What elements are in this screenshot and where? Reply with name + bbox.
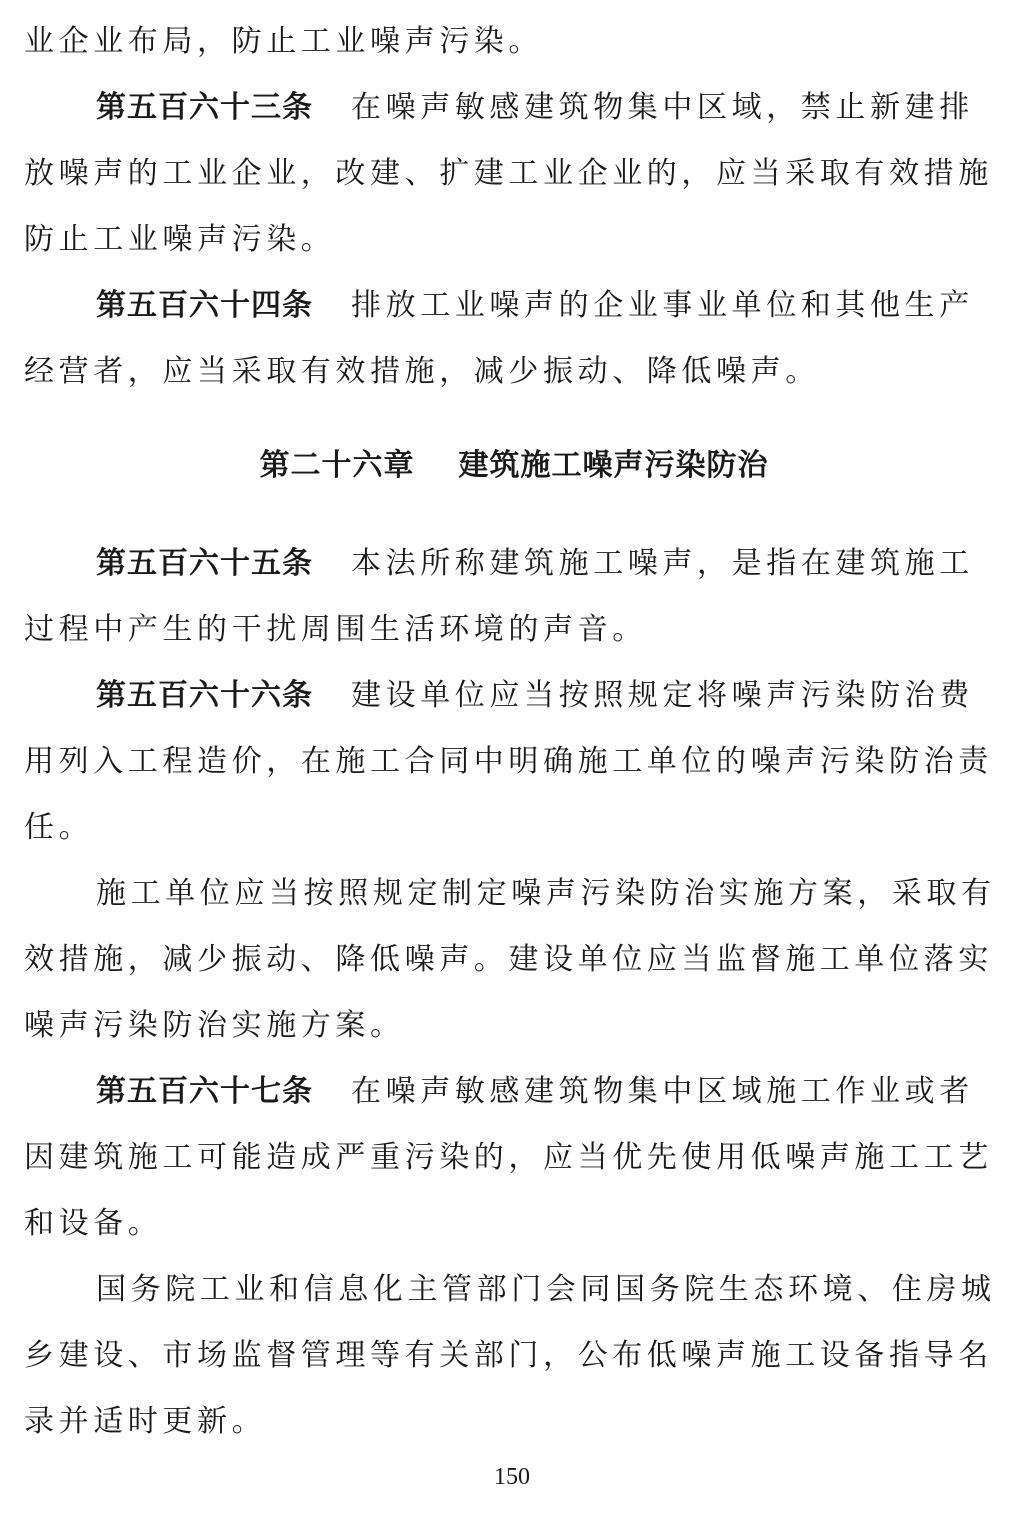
text-line: 和设备。 <box>24 1206 163 1241</box>
article-number: 第五百六十三条 <box>96 90 313 125</box>
article-text: 在噪声敏感建筑物集中区域施工作业或者 <box>351 1074 974 1109</box>
article-text: 在噪声敏感建筑物集中区域，禁止新建排 <box>351 90 974 125</box>
page-number: 150 <box>494 1464 530 1490</box>
article-number: 第五百六十四条 <box>96 288 313 323</box>
article-number: 第五百六十六条 <box>96 678 313 713</box>
article-567-line <box>96 1072 1004 1112</box>
text-line: 施工单位应当按照规定制定噪声污染防治实施方案，采取有 <box>96 876 996 911</box>
article-565-line <box>96 544 1004 584</box>
article-563-line <box>96 88 1004 128</box>
text-line: 噪声污染防治实施方案。 <box>24 1008 405 1043</box>
text-line: 录并适时更新。 <box>24 1404 267 1439</box>
article-564-line <box>96 286 1004 326</box>
text-line: 经营者，应当采取有效措施，减少振动、降低噪声。 <box>24 354 820 389</box>
article-text: 本法所称建筑施工噪声，是指在建筑施工 <box>351 546 974 581</box>
article-number: 第五百六十五条 <box>96 546 313 581</box>
article-number: 第五百六十七条 <box>96 1074 313 1109</box>
article-text: 建设单位应当按照规定将噪声污染防治费 <box>351 678 974 713</box>
text-line: 因建筑施工可能造成严重污染的，应当优先使用低噪声施工工艺 <box>24 1140 993 1175</box>
text-line: 过程中产生的干扰周围生活环境的声音。 <box>24 612 647 647</box>
text-line: 任。 <box>24 810 94 845</box>
text-line: 国务院工业和信息化主管部门会同国务院生态环境、住房城 <box>96 1272 996 1307</box>
chapter-title: 建筑施工噪声污染防治 <box>458 448 769 483</box>
text-line: 防止工业噪声污染。 <box>24 222 336 257</box>
chapter-heading <box>24 446 1004 486</box>
text-line: 业企业布局，防止工业噪声污染。 <box>24 24 543 59</box>
text-line: 用列入工程造价，在施工合同中明确施工单位的噪声污染防治责 <box>24 744 993 779</box>
text-line: 放噪声的工业企业，改建、扩建工业企业的，应当采取有效措施 <box>24 156 993 191</box>
text-line: 乡建设、市场监督管理等有关部门，公布低噪声施工设备指导名 <box>24 1338 993 1373</box>
article-566-line <box>96 676 1004 716</box>
article-text: 排放工业噪声的企业事业单位和其他生产 <box>351 288 974 323</box>
text-line: 效措施，减少振动、降低噪声。建设单位应当监督施工单位落实 <box>24 942 993 977</box>
chapter-number: 第二十六章 <box>259 448 415 483</box>
